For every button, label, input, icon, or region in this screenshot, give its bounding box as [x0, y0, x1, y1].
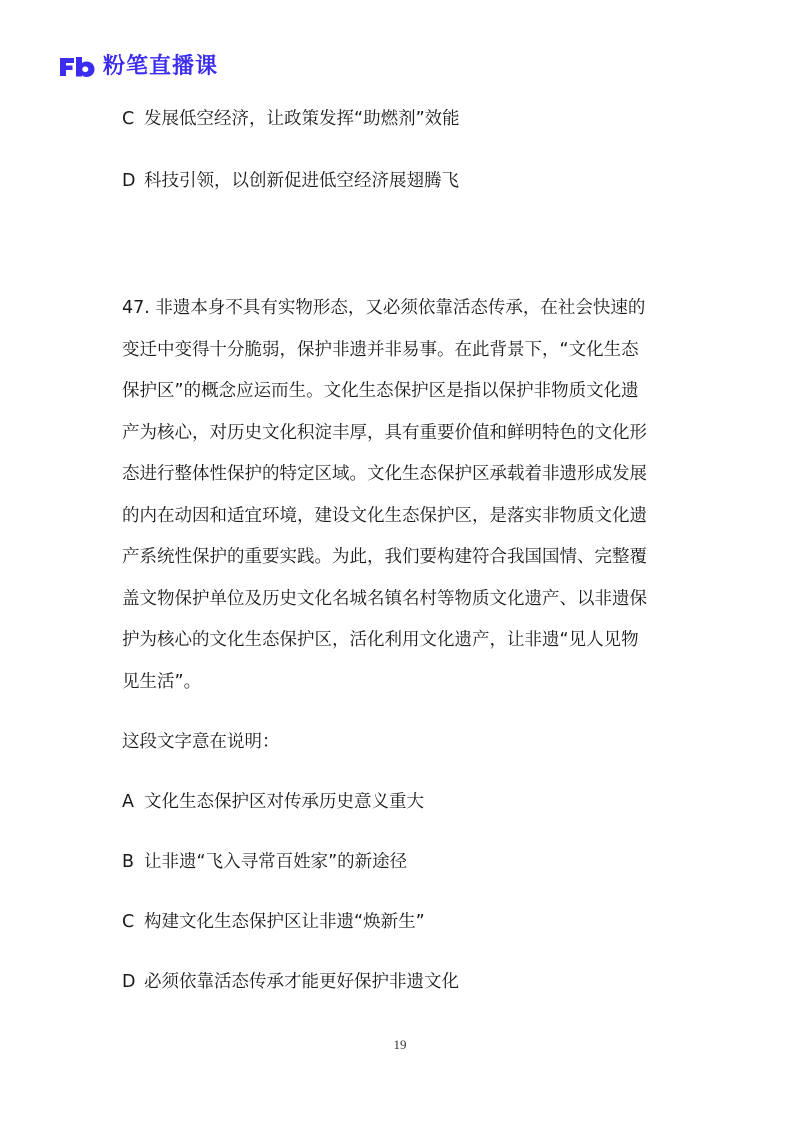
question-prompt: 这段文字意在说明：: [122, 732, 280, 752]
stem-line: 见生活”。: [122, 671, 202, 692]
option-c: [122, 910, 425, 934]
option-b: [122, 850, 407, 874]
brand-name: 粉笔直播课: [103, 54, 219, 79]
stem-line: 变迁中变得十分脆弱，保护非遗并非易事。在此背景下，“文化生态: [122, 339, 639, 360]
page-number: 19: [393, 1037, 407, 1052]
option-text: 让非遗“飞入寻常百姓家”的新途径: [144, 852, 408, 872]
brand-logo: [57, 52, 218, 82]
stem-line: 盖文物保护单位及历史文化名城名镇名村等物质文化遗产、以非遗保: [122, 588, 647, 609]
option-c-prev: [122, 107, 460, 131]
question-47-stem: [122, 288, 678, 703]
option-text: 构建文化生态保护区让非遗“焕新生”: [144, 912, 425, 932]
option-text: 文化生态保护区对传承历史意义重大: [144, 792, 424, 812]
option-letter: C: [122, 912, 135, 932]
option-d: [122, 970, 459, 994]
option-a: [122, 790, 424, 814]
option-text: 科技引领，以创新促进低空经济展翅腾飞: [144, 171, 459, 191]
stem-line: 的内在动因和适宜环境，建设文化生态保护区，是落实非物质文化遗: [122, 505, 647, 526]
stem-line: 保护区”的概念应运而生。文化生态保护区是指以保护非物质文化遗: [122, 381, 639, 401]
option-letter: A: [122, 792, 134, 812]
option-letter: B: [122, 852, 135, 872]
option-letter: C: [122, 109, 135, 129]
stem-line: 产为核心，对历史文化积淀丰厚，具有重要价值和鲜明特色的文化形: [122, 422, 647, 443]
option-text: 发展低空经济，让政策发挥“助燃剂”效能: [144, 109, 460, 129]
option-text: 必须依靠活态传承才能更好保护非遗文化: [144, 972, 459, 992]
stem-line: 态进行整体性保护的特定区域。文化生态保护区承载着非遗形成发展: [122, 464, 647, 484]
stem-line: 护为核心的文化生态保护区，活化利用文化遗产，让非遗“见人见物: [122, 630, 639, 650]
option-letter: D: [122, 171, 136, 191]
fb-logo-icon: [57, 55, 97, 79]
option-letter: D: [122, 972, 136, 992]
stem-line: 47. 非遗本身不具有实物形态，又必须依靠活态传承，在社会快速的: [122, 298, 646, 318]
stem-line: 产系统性保护的重要实践。为此，我们要构建符合我国国情、完整覆: [122, 547, 647, 567]
option-d-prev: [122, 169, 459, 193]
